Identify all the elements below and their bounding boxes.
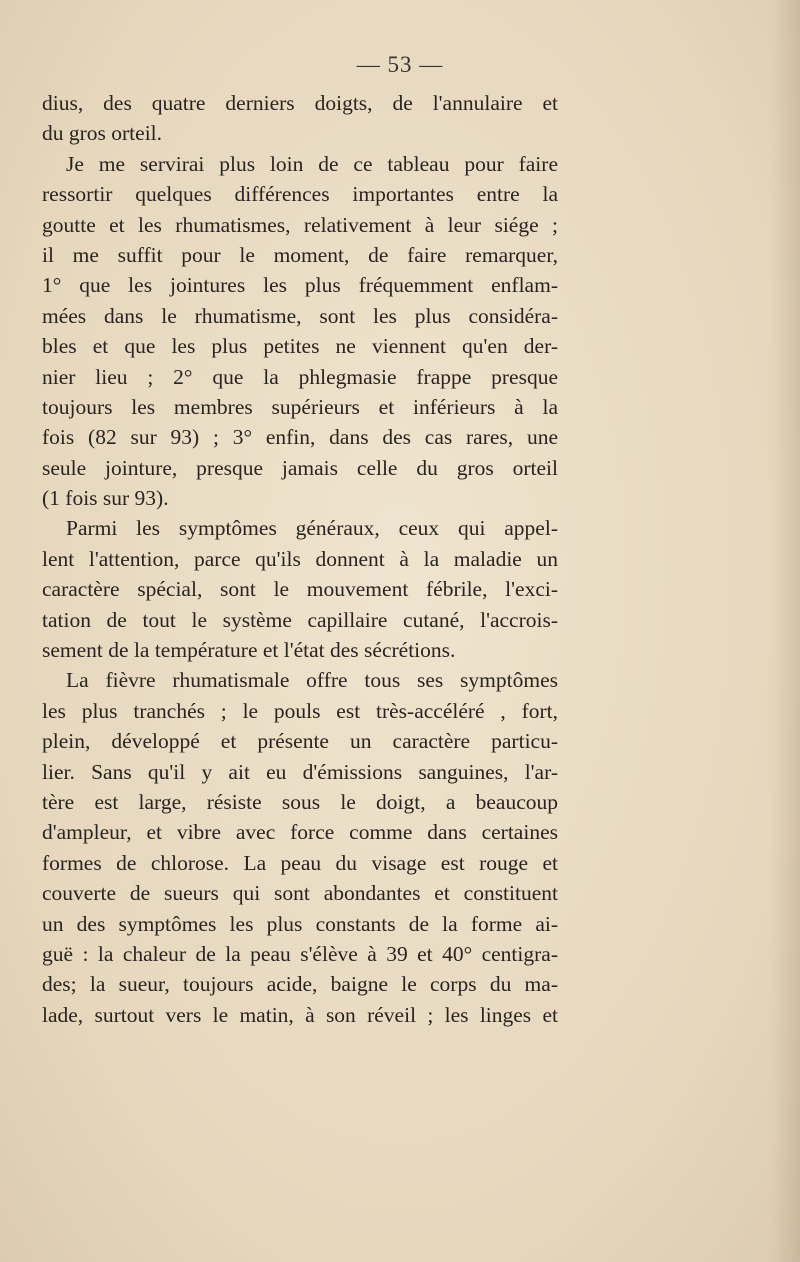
text-line: des; la sueur, toujours acide, baigne le corps du ma- xyxy=(42,972,558,997)
text-line: caractère spécial, sont le mouvement fébrile, l'exci- xyxy=(42,577,558,602)
text-line: couverte de sueurs qui sont abondantes et constituent xyxy=(42,881,558,906)
text-line: tation de tout le système capillaire cutané, l'accrois- xyxy=(42,607,558,632)
text-line: du gros orteil. xyxy=(42,121,163,146)
text-line: un des symptômes les plus constants de la forme ai- xyxy=(42,911,558,936)
text-line: Je me servirai plus loin de ce tableau pour faire xyxy=(66,151,558,176)
text-line: lent l'attention, parce qu'ils donnent à la maladie un xyxy=(42,546,558,571)
text-line: mées dans le rhumatisme, sont les plus considéra- xyxy=(42,303,558,328)
text-line: toujours les membres supérieurs et inférieurs à la xyxy=(42,394,558,419)
text-line: seule jointure, presque jamais celle du gros orteil xyxy=(42,455,558,480)
text-line: sement de la température et l'état des sécrétions. xyxy=(42,638,456,663)
text-line: les plus tranchés ; le pouls est très-accéléré , fort, xyxy=(42,698,558,723)
text-line: d'ampleur, et vibre avec force comme dans certaines xyxy=(42,820,558,845)
text-line: 1° que les jointures les plus fréquemment enflam- xyxy=(42,273,558,298)
text-line: La fièvre rhumatismale offre tous ses symptômes xyxy=(66,668,558,693)
body-text xyxy=(42,88,558,1030)
text-line: lier. Sans qu'il y ait eu d'émissions sanguines, l'ar- xyxy=(42,759,558,784)
text-line: formes de chlorose. La peau du visage est rouge et xyxy=(42,850,558,875)
page-number: — 53 — xyxy=(356,52,444,77)
page-edge-shadow xyxy=(770,0,800,1262)
text-line: plein, développé et présente un caractère particu- xyxy=(42,729,558,754)
text-line: il me suffit pour le moment, de faire remarquer, xyxy=(42,242,558,267)
text-line: nier lieu ; 2° que la phlegmasie frappe presque xyxy=(42,364,558,389)
text-line: ressortir quelques différences importantes entre la xyxy=(42,182,558,207)
text-line: dius, des quatre derniers doigts, de l'annulaire et xyxy=(42,91,558,115)
text-line: bles et que les plus petites ne viennent qu'en der- xyxy=(42,334,558,359)
text-line: fois (82 sur 93) ; 3° enfin, dans des cas rares, une xyxy=(42,425,558,450)
text-line: lade, surtout vers le matin, à son réveil ; les linges et xyxy=(42,1002,558,1027)
text-line: tère est large, résiste sous le doigt, a beaucoup xyxy=(42,789,558,814)
text-line: goutte et les rhumatismes, relativement à leur siége ; xyxy=(42,212,558,237)
text-line: (1 fois sur 93). xyxy=(42,486,169,511)
text-line: Parmi les symptômes généraux, ceux qui appel- xyxy=(66,516,558,541)
text-line: guë : la chaleur de la peau s'élève à 39 et 40° centigra- xyxy=(42,941,558,966)
